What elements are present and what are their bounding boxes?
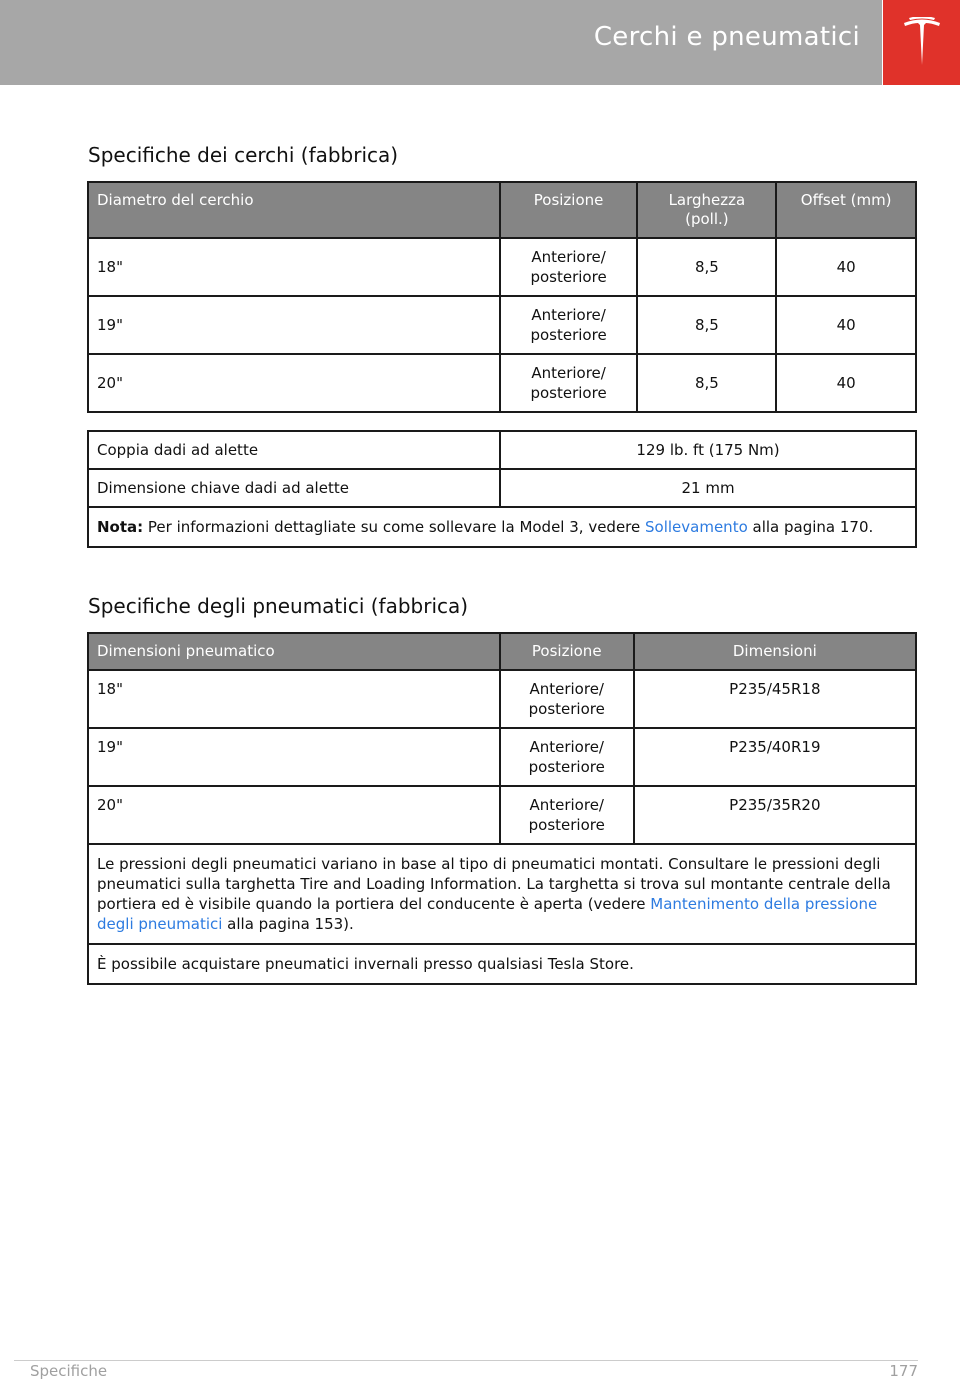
cell: Anteriore/ posteriore <box>500 238 638 296</box>
tire-specs-table <box>87 632 917 985</box>
cell: 21 mm <box>500 469 916 507</box>
pressure-note-cell <box>88 844 916 944</box>
pressure-maintenance-link[interactable]: Mantenimento della pressione degli pneumatici <box>97 895 878 933</box>
wheel-specs-title: Specifiche dei cerchi (fabbrica) <box>88 143 399 167</box>
column-header: Posizione <box>500 633 634 670</box>
cell: Anteriore/ posteriore <box>500 296 638 354</box>
sollevamento-link[interactable]: Sollevamento <box>645 518 748 536</box>
footer-section: Specifiche <box>30 1362 108 1380</box>
table-header-row <box>88 182 916 238</box>
cell: 40 <box>776 354 916 412</box>
lug-nut-table <box>87 430 917 548</box>
header-bar <box>0 0 882 85</box>
logo-box <box>883 0 960 85</box>
note-label: Nota: <box>97 518 144 536</box>
page-number: 177 <box>889 1362 918 1380</box>
cell: P235/45R18 <box>634 670 916 728</box>
column-header: Dimensioni <box>634 633 916 670</box>
note-text: Per informazioni dettagliate su come sollevare la Model 3, vedere <box>143 518 646 536</box>
cell: P235/40R19 <box>634 728 916 786</box>
cell: 19" <box>88 728 500 786</box>
table-row <box>88 507 916 547</box>
cell: P235/35R20 <box>634 786 916 844</box>
cell: Dimensione chiave dadi ad alette <box>88 469 500 507</box>
cell: Anteriore/ posteriore <box>500 728 634 786</box>
table-row <box>88 728 916 786</box>
tire-specs-title: Specifiche degli pneumatici (fabbrica) <box>88 594 469 618</box>
cell: 18" <box>88 238 500 296</box>
page-title: Cerchi e pneumatici <box>593 22 860 52</box>
pressure-text: Le pressioni degli pneumatici variano in base al tipo di pneumatici montati. Consultare le pressioni degli pneumatici sulla targhetta Tire and Loading Information. La targhetta si trova sul montante centrale della portiera ed è visibile quando la portiera del conducente è aperta (vedere <box>97 855 891 913</box>
cell: 20" <box>88 354 500 412</box>
cell: 40 <box>776 296 916 354</box>
cell: Coppia dadi ad alette <box>88 431 500 469</box>
note-cell <box>88 507 916 547</box>
table-row <box>88 670 916 728</box>
cell: 40 <box>776 238 916 296</box>
table-row <box>88 354 916 412</box>
note-text-end: alla pagina 170. <box>747 518 874 536</box>
table-row <box>88 844 916 944</box>
cell: Anteriore/ posteriore <box>500 670 634 728</box>
cell: Anteriore/ posteriore <box>500 786 634 844</box>
cell: 18" <box>88 670 500 728</box>
column-header: Dimensioni pneumatico <box>88 633 500 670</box>
pressure-text-end: alla pagina 153). <box>222 915 354 933</box>
table-header-row <box>88 633 916 670</box>
table-row <box>88 469 916 507</box>
column-header: Diametro del cerchio <box>88 182 500 238</box>
winter-tires-cell: È possibile acquistare pneumatici invernali presso qualsiasi Tesla Store. <box>88 944 916 984</box>
cell: 129 lb. ft (175 Nm) <box>500 431 916 469</box>
cell: 19" <box>88 296 500 354</box>
table-row <box>88 296 916 354</box>
cell: 20" <box>88 786 500 844</box>
wheel-specs-table <box>87 181 917 413</box>
table-row <box>88 238 916 296</box>
cell: Anteriore/ posteriore <box>500 354 638 412</box>
column-header: Larghezza (poll.) <box>637 182 776 238</box>
table-row <box>88 786 916 844</box>
tesla-logo-icon <box>903 17 941 67</box>
cell: 8,5 <box>637 354 776 412</box>
footer-divider <box>14 1360 918 1361</box>
cell: 8,5 <box>637 296 776 354</box>
table-row <box>88 944 916 984</box>
table-row <box>88 431 916 469</box>
column-header: Offset (mm) <box>776 182 916 238</box>
cell: 8,5 <box>637 238 776 296</box>
column-header: Posizione <box>500 182 638 238</box>
